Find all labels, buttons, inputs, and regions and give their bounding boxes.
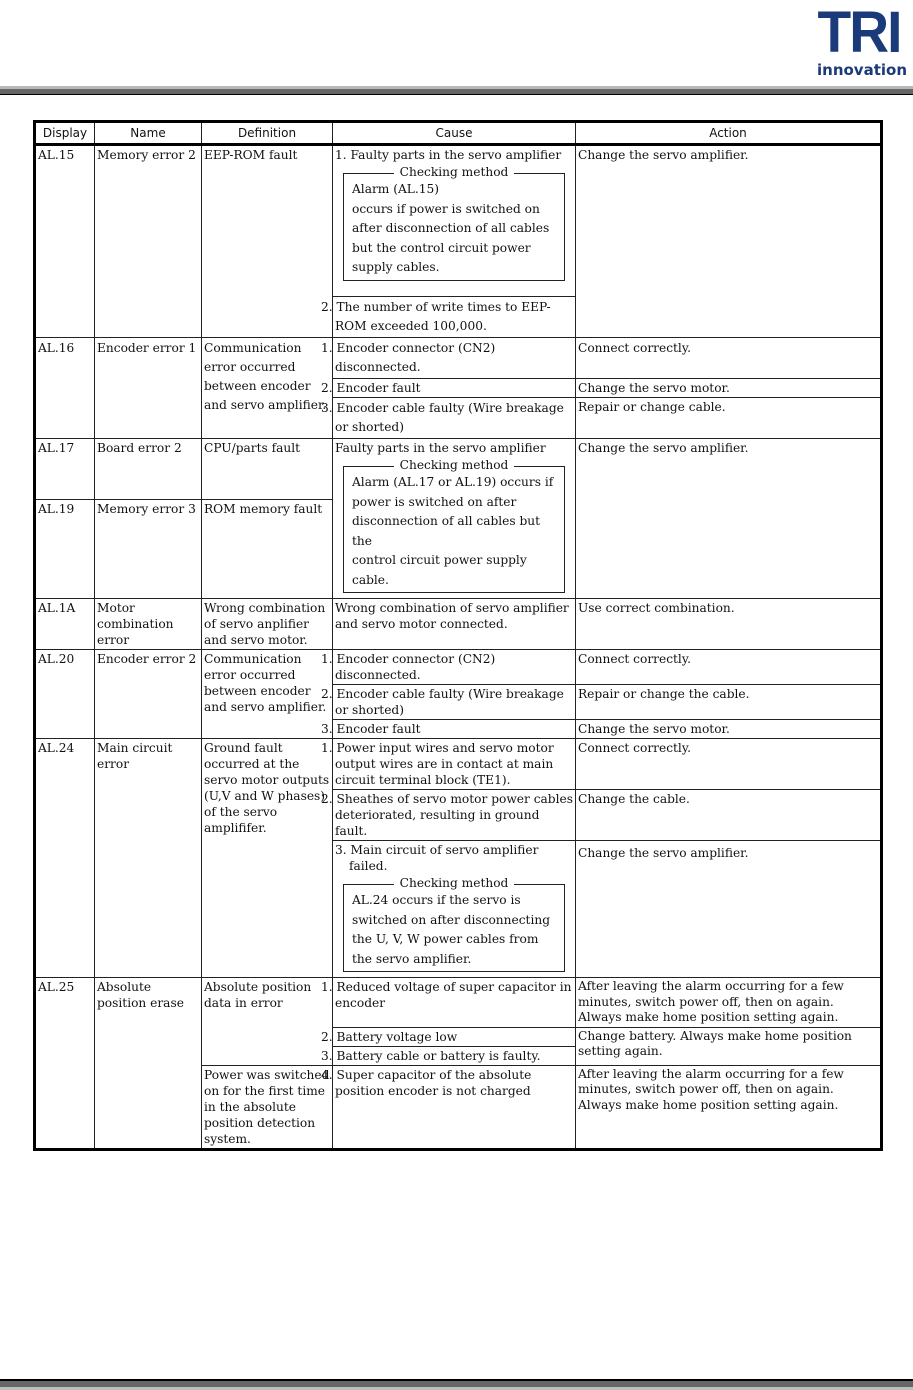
definition-cell: EEP-ROM fault xyxy=(202,145,333,338)
check-line: the U, V, W power cables from xyxy=(352,932,539,946)
column-header: Definition xyxy=(202,122,333,145)
cause-cell: 2. Battery voltage low xyxy=(333,1027,576,1046)
cause-cell: 2. Encoder cable faulty (Wire breakage or shorted) xyxy=(333,685,576,720)
cause-cell: 3. Encoder fault xyxy=(333,720,576,739)
check-line: switched on after disconnecting xyxy=(352,912,550,927)
name-cell: Main circuit error xyxy=(95,739,202,978)
cause-cell: 4. Super capacitor of the absolute position encoder is not charged xyxy=(333,1065,576,1149)
definition-cell: ROM memory fault xyxy=(202,500,333,599)
action-cell: Use correct combination. xyxy=(576,599,882,650)
check-line: occurs if power is switched on xyxy=(352,201,540,216)
cause-cell xyxy=(333,145,576,297)
cause-cell: 1. Reduced voltage of super capacitor in encoder xyxy=(333,978,576,1028)
table-row xyxy=(35,599,882,650)
action-cell: After leaving the alarm occurring for a few minutes, switch power off, then on again. Always make home position setting again. xyxy=(576,1065,882,1149)
cause-cell: 1. Encoder connector (CN2) disconnected. xyxy=(333,650,576,685)
cause-cell: 2. Encoder fault xyxy=(333,379,576,398)
action-cell: Change the servo amplifier. xyxy=(576,439,882,599)
cause-cell: 1. Encoder connector (CN2) disconnected. xyxy=(333,338,576,379)
cause-text: Faulty parts in the servo amplifier xyxy=(335,441,546,455)
checking-method-title: Checking method xyxy=(394,876,515,890)
definition-cell: Communication error occurred between encoder and servo amplifier. xyxy=(202,650,333,739)
cause-cell: 2. Sheathes of servo motor power cables deteriorated, resulting in ground fault. xyxy=(333,790,576,841)
table-row xyxy=(35,439,882,500)
definition-cell: CPU/parts fault xyxy=(202,439,333,500)
checking-method-box xyxy=(343,165,565,281)
display-cell: AL.19 xyxy=(35,500,95,599)
action-cell: Change the servo amplifier. xyxy=(576,841,882,978)
name-cell: Memory error 2 xyxy=(95,145,202,338)
display-cell: AL.16 xyxy=(35,338,95,439)
check-line: disconnection of all cables but the xyxy=(352,514,541,548)
table-row xyxy=(35,650,882,685)
checking-method-box xyxy=(343,876,565,972)
table-row xyxy=(35,739,882,790)
column-header: Cause xyxy=(333,122,576,145)
definition-cell: Ground fault occurred at the servo motor outputs (U,V and W phases) of the servo amplififer. xyxy=(202,739,333,978)
check-line: Alarm (AL.17 or AL.19) occurs if xyxy=(352,475,554,489)
name-cell: Board error 2 xyxy=(95,439,202,500)
tri-innovation-logo xyxy=(799,0,909,82)
cause-cell xyxy=(333,439,576,599)
cause-cell: 1. Power input wires and servo motor output wires are in contact at main circuit terminal block (TE1). xyxy=(333,739,576,790)
definition-cell: Absolute position data in error xyxy=(202,978,333,1066)
action-cell: Change the cable. xyxy=(576,790,882,841)
check-line: but the control circuit power xyxy=(352,240,531,255)
action-cell: Connect correctly. xyxy=(576,338,882,379)
cause-text: 1. Faulty parts in the servo amplifier xyxy=(335,148,562,162)
action-cell: Change the servo amplifier. xyxy=(576,145,882,338)
display-cell: AL.20 xyxy=(35,650,95,739)
action-cell: Connect correctly. xyxy=(576,739,882,790)
action-cell: Repair or change cable. xyxy=(576,398,882,439)
check-line: AL.24 occurs if the servo is xyxy=(352,893,521,907)
check-line: supply cables. xyxy=(352,260,440,274)
display-cell: AL.25 xyxy=(35,978,95,1150)
logo-main: TRI xyxy=(817,0,901,65)
display-cell: AL.1A xyxy=(35,599,95,650)
cause-cell xyxy=(333,841,576,978)
definition-cell: Communication error occurred between encoder and servo amplifier. xyxy=(202,338,333,439)
logo-sub: innovation xyxy=(817,61,907,79)
check-line: after disconnection of all cables xyxy=(352,221,550,235)
name-cell: Motor combination error xyxy=(95,599,202,650)
table-row xyxy=(35,145,882,297)
definition-cell: Power was switched on for the first time in the absolute position detection system. xyxy=(202,1065,333,1149)
table-row xyxy=(35,978,882,1028)
action-cell: Change the servo motor. xyxy=(576,720,882,739)
checking-method-box xyxy=(343,458,565,593)
action-cell: Connect correctly. xyxy=(576,650,882,685)
column-header: Name xyxy=(95,122,202,145)
name-cell: Memory error 3 xyxy=(95,500,202,599)
action-cell: Change the servo motor. xyxy=(576,379,882,398)
cause-cell: 3. Battery cable or battery is faulty. xyxy=(333,1046,576,1065)
definition-cell: Wrong combination of servo anplifier and servo motor. xyxy=(202,599,333,650)
header-rule xyxy=(0,94,913,95)
action-cell: After leaving the alarm occurring for a few minutes, switch power off, then on again. Always make home position setting again. xyxy=(576,978,882,1028)
cause-cell: Wrong combination of servo amplifier and servo motor connected. xyxy=(333,599,576,650)
check-line: power is switched on after xyxy=(352,494,517,509)
table-header-row xyxy=(35,122,882,145)
checking-method-title: Checking method xyxy=(394,165,515,179)
name-cell: Encoder error 2 xyxy=(95,650,202,739)
column-header: Display xyxy=(35,122,95,145)
check-line: the servo amplifier. xyxy=(352,951,472,966)
cause-text: 3. Main circuit of servo amplifier failed. xyxy=(335,843,539,873)
column-header: Action xyxy=(576,122,882,145)
cause-cell: 3. Encoder cable faulty (Wire breakage or shorted) xyxy=(333,398,576,439)
display-cell: AL.17 xyxy=(35,439,95,500)
table-row xyxy=(35,338,882,379)
action-cell: Repair or change the cable. xyxy=(576,685,882,720)
cause-cell: 2. The number of write times to EEP-ROM exceeded 100,000. xyxy=(333,297,576,338)
name-cell: Absolute position erase xyxy=(95,978,202,1150)
display-cell: AL.15 xyxy=(35,145,95,338)
check-line: control circuit power supply cable. xyxy=(352,553,527,587)
check-line: Alarm (AL.15) xyxy=(352,182,440,196)
checking-method-title: Checking method xyxy=(394,458,515,472)
display-cell: AL.24 xyxy=(35,739,95,978)
name-cell: Encoder error 1 xyxy=(95,338,202,439)
alarm-table xyxy=(33,120,883,1151)
action-cell: Change battery. Always make home position setting again. xyxy=(576,1027,882,1065)
